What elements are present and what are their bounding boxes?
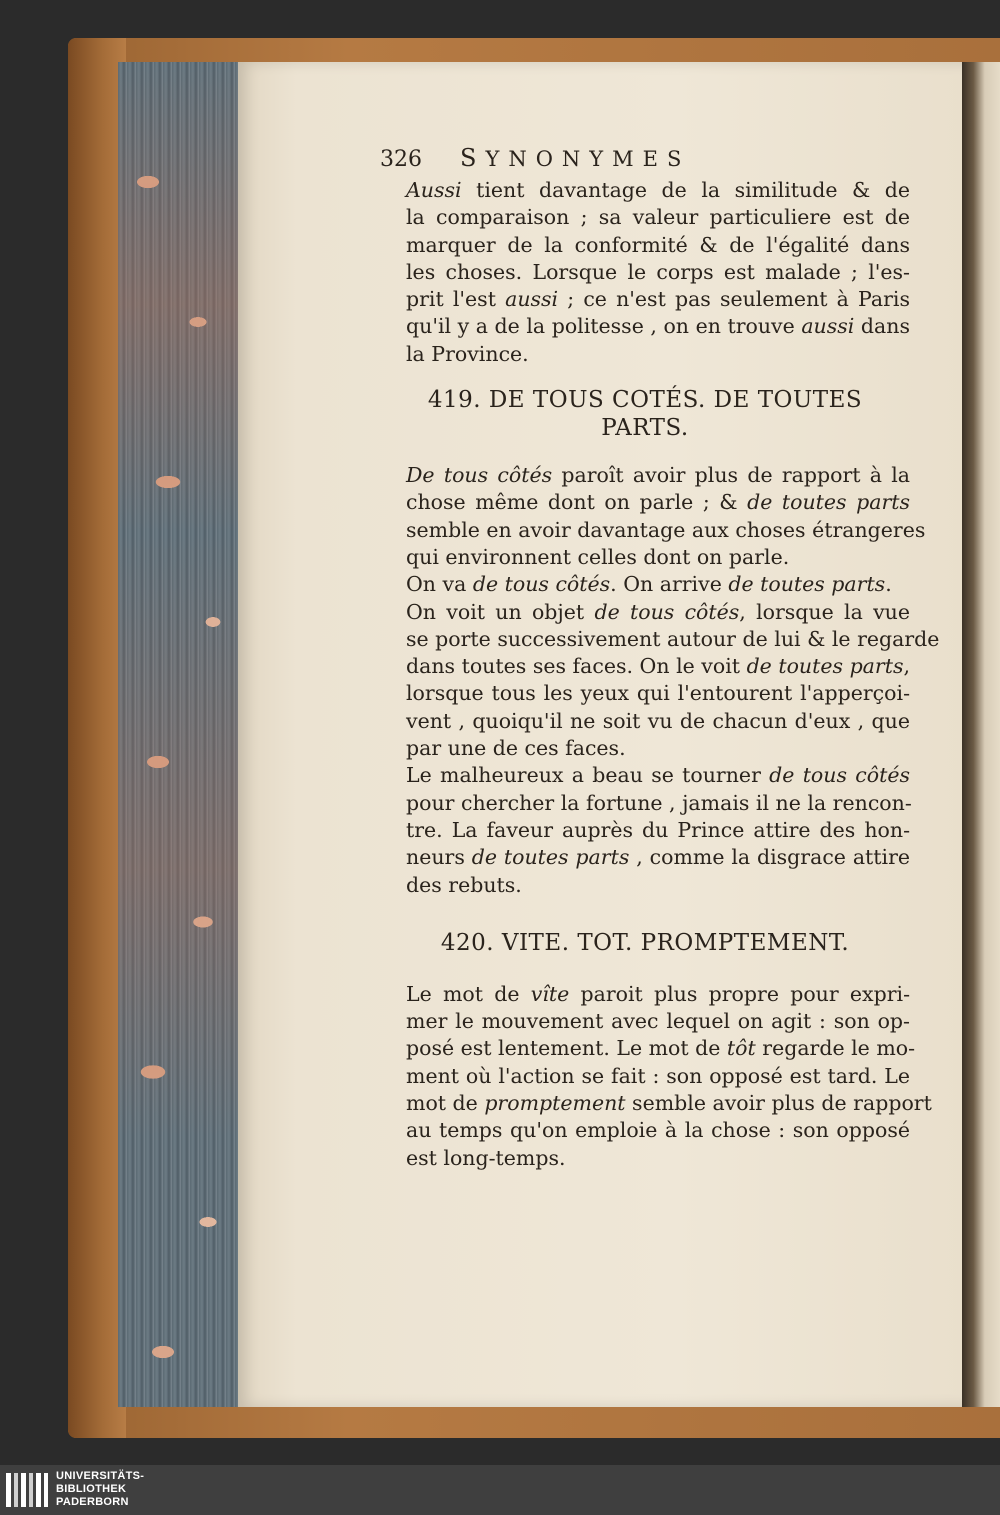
paragraph-419-3 <box>380 599 940 763</box>
text-line: lorsque tous les yeux qui l'entourent l'apperçoi- <box>406 681 910 706</box>
text-line: la comparaison ; sa valeur particuliere est de <box>406 205 910 230</box>
library-footer <box>0 1465 1000 1515</box>
text-line: Le mot de vîte paroit plus propre pour expri- <box>406 981 910 1006</box>
text-line: les choses. Lorsque le corps est malade ; l'es- <box>406 259 910 284</box>
text-line: par une de ces faces. <box>406 736 626 761</box>
text-line: vent , quoiqu'il ne soit vu de chacun d'eux , que <box>406 708 910 733</box>
paragraph-420-1 <box>380 981 932 1172</box>
text-line: On va de tous côtés. On arrive de toutes parts. <box>406 572 892 597</box>
paragraph-intro <box>380 177 910 368</box>
text-line: qu'il y a de la politesse , on en trouve aussi dans <box>406 314 910 339</box>
running-title: SYNONYMES <box>460 144 691 172</box>
text-line: dans toutes ses faces. On le voit de toutes parts, <box>406 654 910 679</box>
paragraph-419-2 <box>380 571 910 598</box>
text-line: qui environnent celles dont on parle. <box>406 544 790 569</box>
page-text <box>380 144 940 1172</box>
text-line: marquer de la conformité & de l'égalité dans <box>406 232 910 257</box>
text-line: chose même dont on parle ; & de toutes parts <box>406 490 910 515</box>
text-line: Le malheureux a beau se tourner de tous côtés <box>406 763 910 788</box>
text-line: au temps qu'on emploie à la chose : son opposé <box>406 1118 910 1143</box>
text-line: ment où l'action se fait : son opposé est tard. Le <box>406 1063 910 1088</box>
text-line: se porte successivement autour de lui & le regarde <box>406 626 940 651</box>
text-line: posé est lentement. Le mot de tôt regarde le mo- <box>406 1036 916 1061</box>
page-number: 326 <box>380 147 422 172</box>
text-line: est long-temps. <box>406 1145 566 1170</box>
text-line: mer le mouvement avec lequel on agit : son op- <box>406 1009 910 1034</box>
text-line: des rebuts. <box>406 872 522 897</box>
text-line: neurs de toutes parts , comme la disgrace attire <box>406 845 911 870</box>
text-line: On voit un objet de tous côtés, lorsque la vue <box>406 599 911 624</box>
paragraph-419-4 <box>380 762 910 898</box>
text-line: semble en avoir davantage aux choses étrangeres <box>406 517 926 542</box>
text-line: Aussi tient davantage de la similitude & de <box>406 178 910 202</box>
section-heading-419: 419. DE TOUS COTÉS. DE TOUTES PARTS. <box>427 387 863 442</box>
paragraph-419-1 <box>380 462 926 571</box>
text-line: pour chercher la fortune , jamais il ne la rencon- <box>406 790 912 815</box>
page-header <box>380 145 910 175</box>
page-gutter <box>962 62 1000 1407</box>
text-line: mot de promptement semble avoir plus de rapport <box>406 1091 932 1116</box>
text-line: prit l'est aussi ; ce n'est pas seulement à Paris <box>406 287 910 312</box>
library-logo-icon <box>6 1473 48 1507</box>
text-line: tre. La faveur auprès du Prince attire des hon- <box>406 817 910 842</box>
text-line: De tous côtés paroît avoir plus de rapport à la <box>406 463 910 488</box>
section-heading-420: 420. VITE. TOT. PROMPTEMENT. <box>440 929 850 956</box>
library-name: UNIVERSITÄTS- BIBLIOTHEK PADERBORN <box>56 1470 145 1508</box>
text-line: la Province. <box>406 341 529 366</box>
